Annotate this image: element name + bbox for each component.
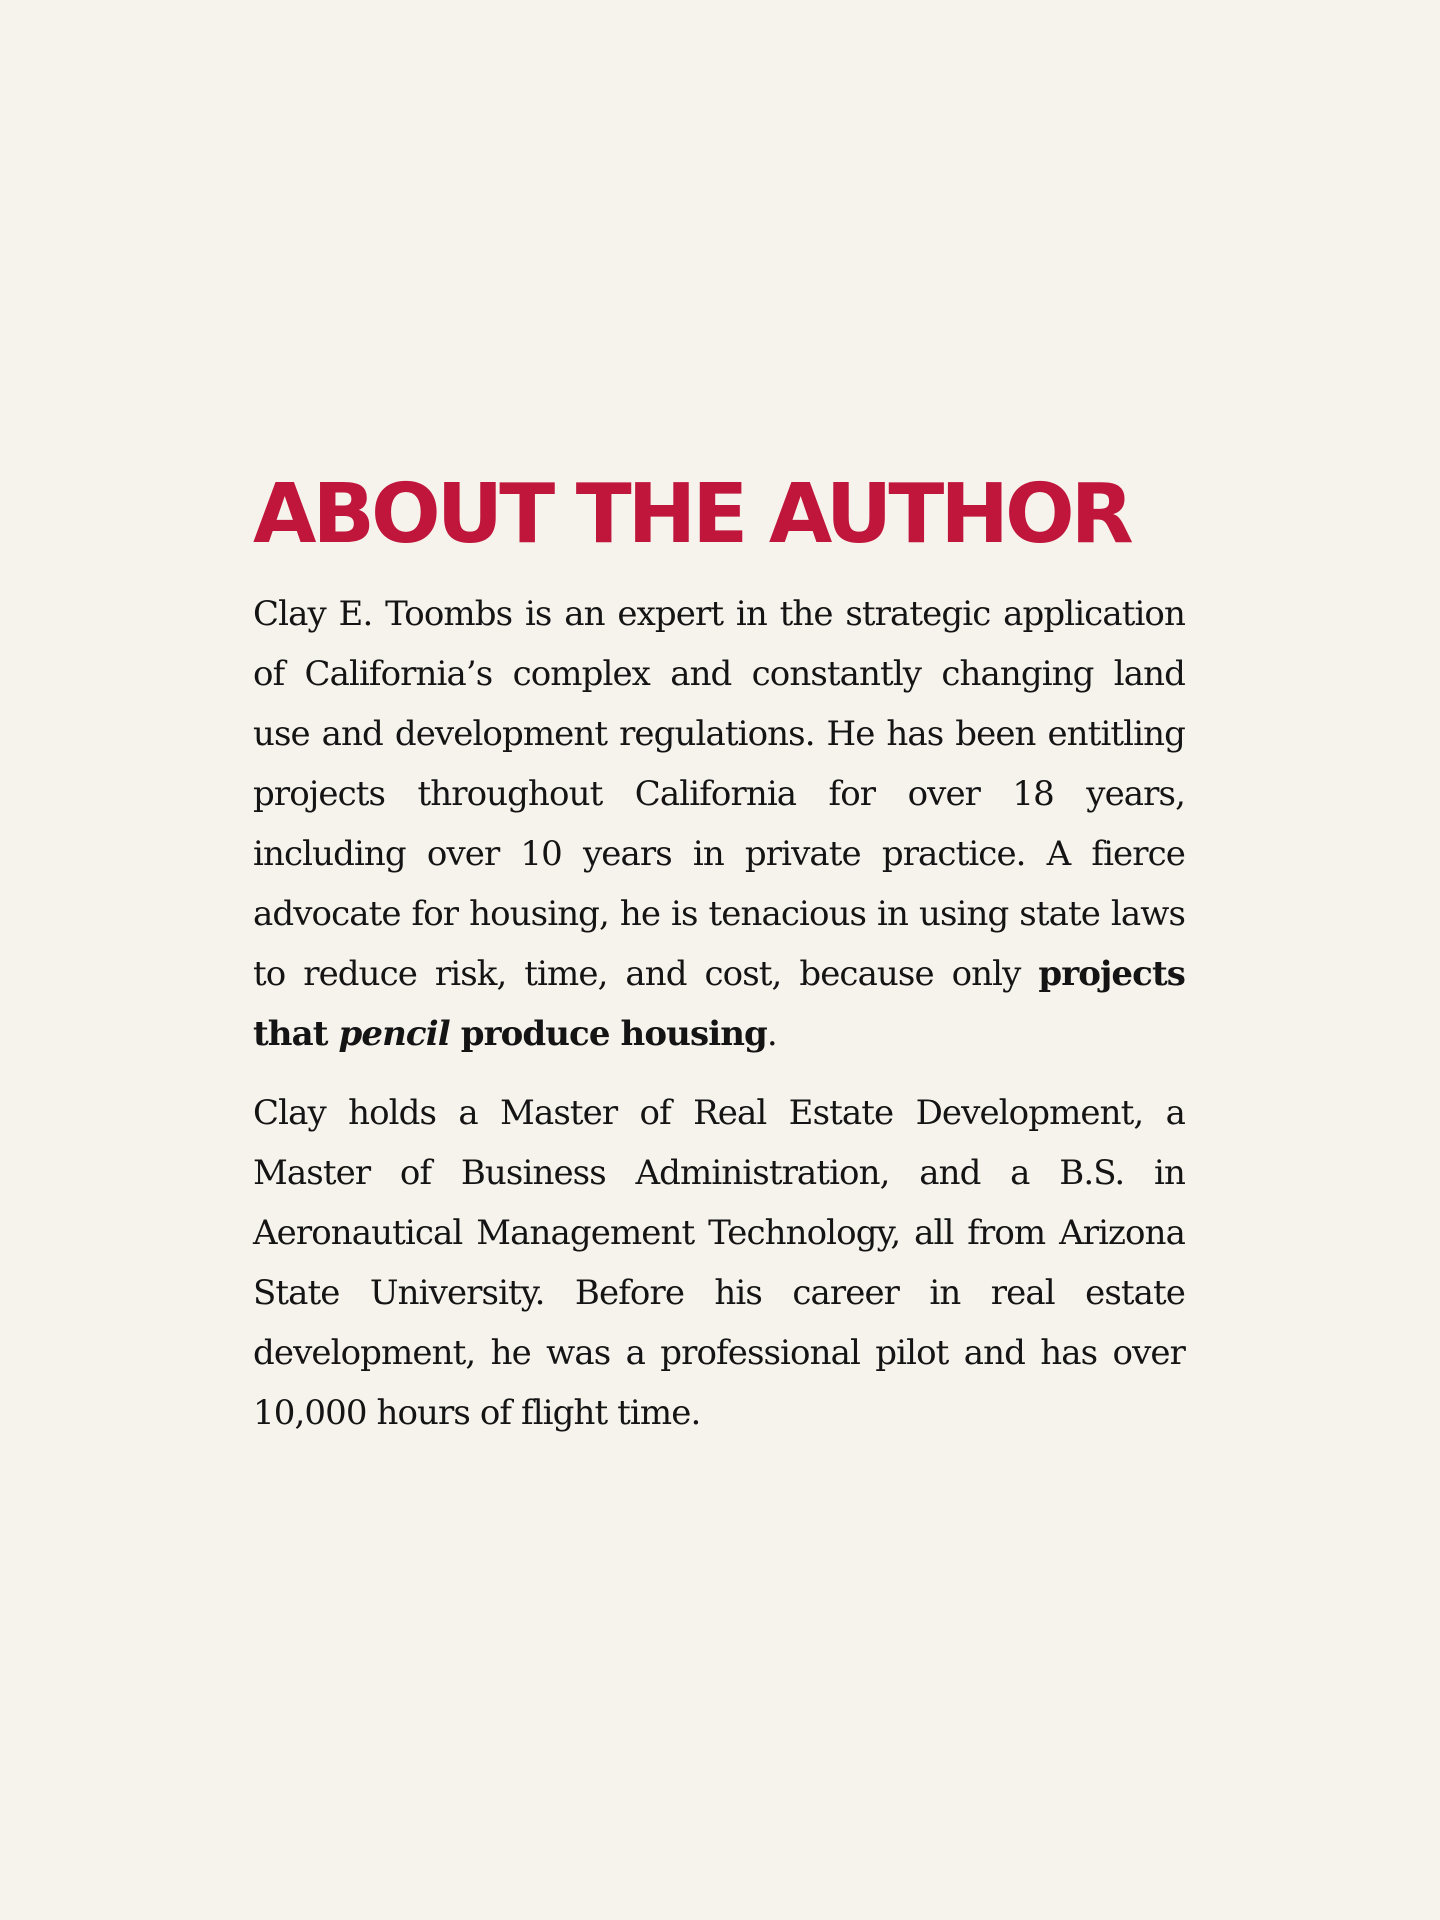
bio-paragraph-1-text: Clay E. Toombs is an expert in the strategic application of California’s complex and constantly changing land use and development regulations. He has been entitling projects throughout California for over 18 years, including over 10 years in private practice. A fierce advocate for housing, he is tenacious in using state laws to reduce risk, time, and cost, because only xyxy=(253,594,1185,994)
about-author-page xyxy=(253,467,1185,1443)
emphasis-italic-word: pencil xyxy=(338,1014,450,1054)
bio-paragraph-2: Clay holds a Master of Real Estate Development, a Master of Business Administration, and a B.S. in Aeronautical Management Technology, all from Arizona State University. Before his career in real estate development, he was a professional pilot and has over 10,000 hours of flight time. xyxy=(253,1093,1185,1433)
emphasis-start: projects that xyxy=(253,954,1185,1054)
bio-paragraph-1 xyxy=(253,584,1185,1064)
paragraph-1-closing: . xyxy=(766,1014,777,1054)
page-title: ABOUT THE AUTHOR xyxy=(253,467,1130,562)
emphasis-end: produce housing xyxy=(449,1014,767,1054)
